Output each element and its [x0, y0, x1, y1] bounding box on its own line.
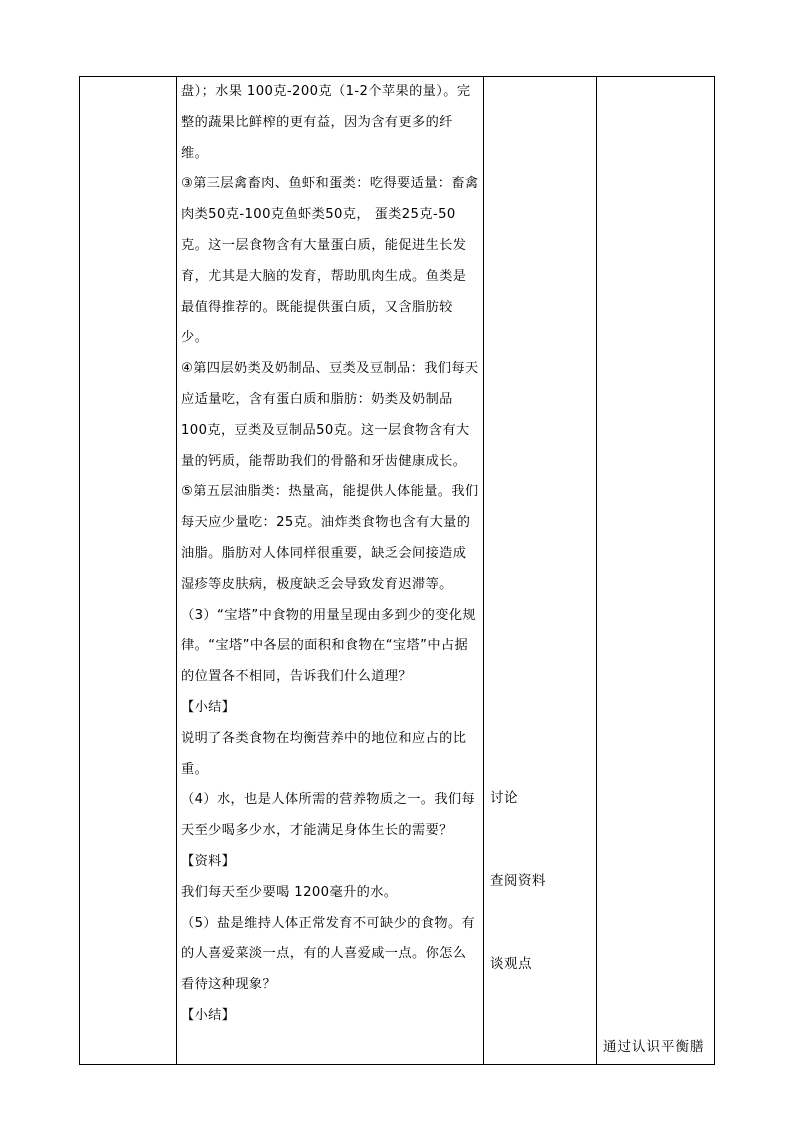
content-paragraph: 我们每天至少要喝 1200毫升的水。 [181, 884, 398, 900]
content-paragraph: （3）“宝塔”中食物的用量呈现由多到少的变化规律。“宝塔”中各层的面积和食物在“宝塔”中占据的位置各不相同，告诉我们什么道理？ [181, 607, 477, 685]
lesson-table [79, 76, 715, 1065]
content-paragraph: ③第三层禽畜肉、鱼虾和蛋类：吃得要适量：畜禽肉类50克-100克鱼虾类50克， 蛋类25克-50克。这一层食物含有大量蛋白质，能促进生长发育，尤其是大脑的发育，帮助肌肉生成。鱼类是最值得推荐的。既能提供蛋白质，又含脂肪较少。 [181, 176, 479, 346]
content-paragraph: 盘）；水果 100克-200克（1-2个苹果的量）。完整的蔬果比鲜榨的更有益，因为含有更多的纤维。 [181, 84, 471, 161]
column-divider [176, 77, 177, 1064]
content-paragraph: 说明了各类食物在均衡营养中的地位和应占的比重。 [181, 730, 467, 777]
summary-heading: 【小结】 [181, 699, 236, 715]
content-paragraph: ⑤第五层油脂类：热量高，能提供人体能量。我们每天应少量吃：25克。油炸类食物也含有大量的油脂。脂肪对人体同样很重要，缺乏会间接造成湿疹等皮肤病，极度缺乏会导致发育迟滞等。 [181, 484, 479, 592]
resource-heading: 【资料】 [181, 853, 236, 869]
design-intent-note: 通过认识平衡膳 [603, 1039, 705, 1055]
activity-discuss: 讨论 [490, 790, 518, 806]
summary-heading: 【小结】 [181, 1007, 236, 1023]
content-paragraph: （5）盐是维持人体正常发育不可缺少的食物。有的人喜爱菜淡一点，有的人喜爱咸一点。你怎么看待这种现象？ [181, 915, 476, 993]
activity-opinion: 谈观点 [490, 956, 532, 972]
content-paragraph: （4）水，也是人体所需的营养物质之一。我们每天至少喝多少水，才能满足身体生长的需要？ [181, 792, 476, 839]
column-divider [483, 77, 484, 1064]
activity-research: 查阅资料 [490, 873, 546, 889]
content-paragraph: ④第四层奶类及奶制品、豆类及豆制品：我们每天应适量吃，含有蛋白质和脂肪：奶类及奶制品100克，豆类及豆制品50克。这一层食物含有大量的钙质，能帮助我们的骨骼和牙齿健康成长。 [181, 361, 479, 469]
teaching-content-cell [181, 77, 479, 1032]
column-divider [596, 77, 597, 1064]
